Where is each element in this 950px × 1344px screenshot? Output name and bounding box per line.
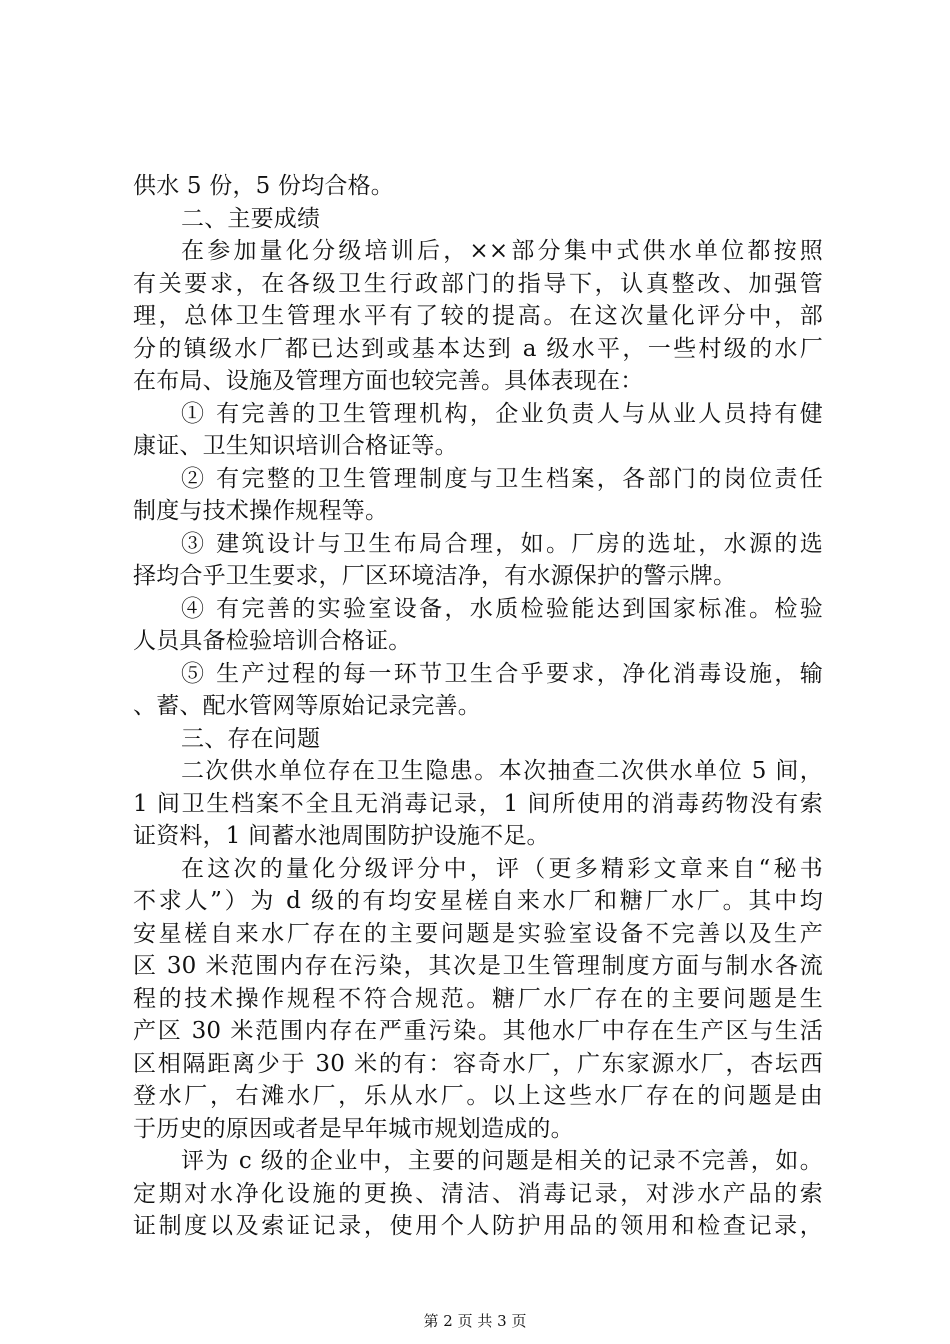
text-line: 证制度以及索证记录，使用个人防护用品的领用和检查记录， — [133, 1213, 823, 1239]
text-line: 在这次的量化分级评分中，评（更多精彩文章来自“秘书 — [181, 855, 823, 882]
text-line: 二、主要成绩 — [181, 205, 321, 232]
text-line: ② 有完整的卫生管理制度与卫生档案，各部门的岗位责任 — [181, 465, 823, 492]
text-line: ③ 建筑设计与卫生布局合理，如。厂房的选址，水源的选 — [181, 530, 823, 557]
text-line: 康证、卫生知识培训合格证等。 — [133, 433, 458, 459]
text-line: 程的技术操作规程不符合规范。糖厂水厂存在的主要问题是生 — [133, 985, 823, 1012]
text-line: 择均合乎卫生要求，厂区环境洁净，有水源保护的警示牌。 — [133, 563, 737, 589]
text-line: 1 间卫生档案不全且无消毒记录，1 间所使用的消毒药物没有索 — [133, 790, 823, 817]
text-line: ④ 有完善的实验室设备，水质检验能达到国家标准。检验 — [181, 595, 823, 622]
text-line: 三、存在问题 — [181, 725, 321, 752]
text-line: 制度与技术操作规程等。 — [133, 498, 389, 524]
text-line: 、蓄、配水管网等原始记录完善。 — [133, 693, 481, 719]
text-line: 评为 c 级的企业中，主要的问题是相关的记录不完善，如。 — [181, 1148, 823, 1174]
text-line: 分的镇级水厂都已达到或基本达到 a 级水平，一些村级的水厂 — [133, 335, 823, 362]
text-line: ⑤ 生产过程的每一环节卫生合乎要求，净化消毒设施，输 — [181, 660, 823, 687]
text-line: 理，总体卫生管理水平有了较的提高。在这次量化评分中，部 — [133, 303, 823, 329]
text-line: 人员具备检验培训合格证。 — [133, 628, 412, 654]
document-body — [133, 170, 823, 1243]
text-line: 有关要求，在各级卫生行政部门的指导下，认真整改、加强管 — [133, 270, 823, 297]
text-line: 于历史的原因或者是早年城市规划造成的。 — [133, 1115, 574, 1142]
text-line: 不求人”）为 d 级的有均安星槎自来水厂和糖厂水厂。其中均 — [133, 888, 823, 914]
text-line: 证资料，1 间蓄水池周围防护设施不足。 — [133, 823, 550, 849]
text-line: 产区 30 米范围内存在严重污染。其他水厂中存在生产区与生活 — [133, 1018, 823, 1044]
text-line: ① 有完善的卫生管理机构，企业负责人与从业人员持有健 — [181, 400, 823, 427]
text-line: 在布局、设施及管理方面也较完善。具体表现在： — [133, 368, 644, 394]
text-line: 在参加量化分级培训后，××部分集中式供水单位都按照 — [181, 238, 823, 264]
text-line: 二次供水单位存在卫生隐患。本次抽查二次供水单位 5 间， — [181, 758, 823, 784]
page-footer: 第 2 页 共 3 页 — [423, 1312, 527, 1330]
text-line: 定期对水净化设施的更换、清洁、消毒记录，对涉水产品的索 — [133, 1180, 823, 1207]
text-line: 区相隔距离少于 30 米的有：容奇水厂，广东家源水厂，杏坛西 — [133, 1050, 823, 1077]
text-line: 供水 5 份，5 份均合格。 — [133, 173, 394, 199]
text-line: 登水厂，右滩水厂，乐从水厂。以上这些水厂存在的问题是由 — [133, 1083, 823, 1109]
text-line: 安星槎自来水厂存在的主要问题是实验室设备不完善以及生产 — [133, 920, 823, 947]
text-line: 区 30 米范围内存在污染，其次是卫生管理制度方面与制水各流 — [133, 953, 823, 979]
